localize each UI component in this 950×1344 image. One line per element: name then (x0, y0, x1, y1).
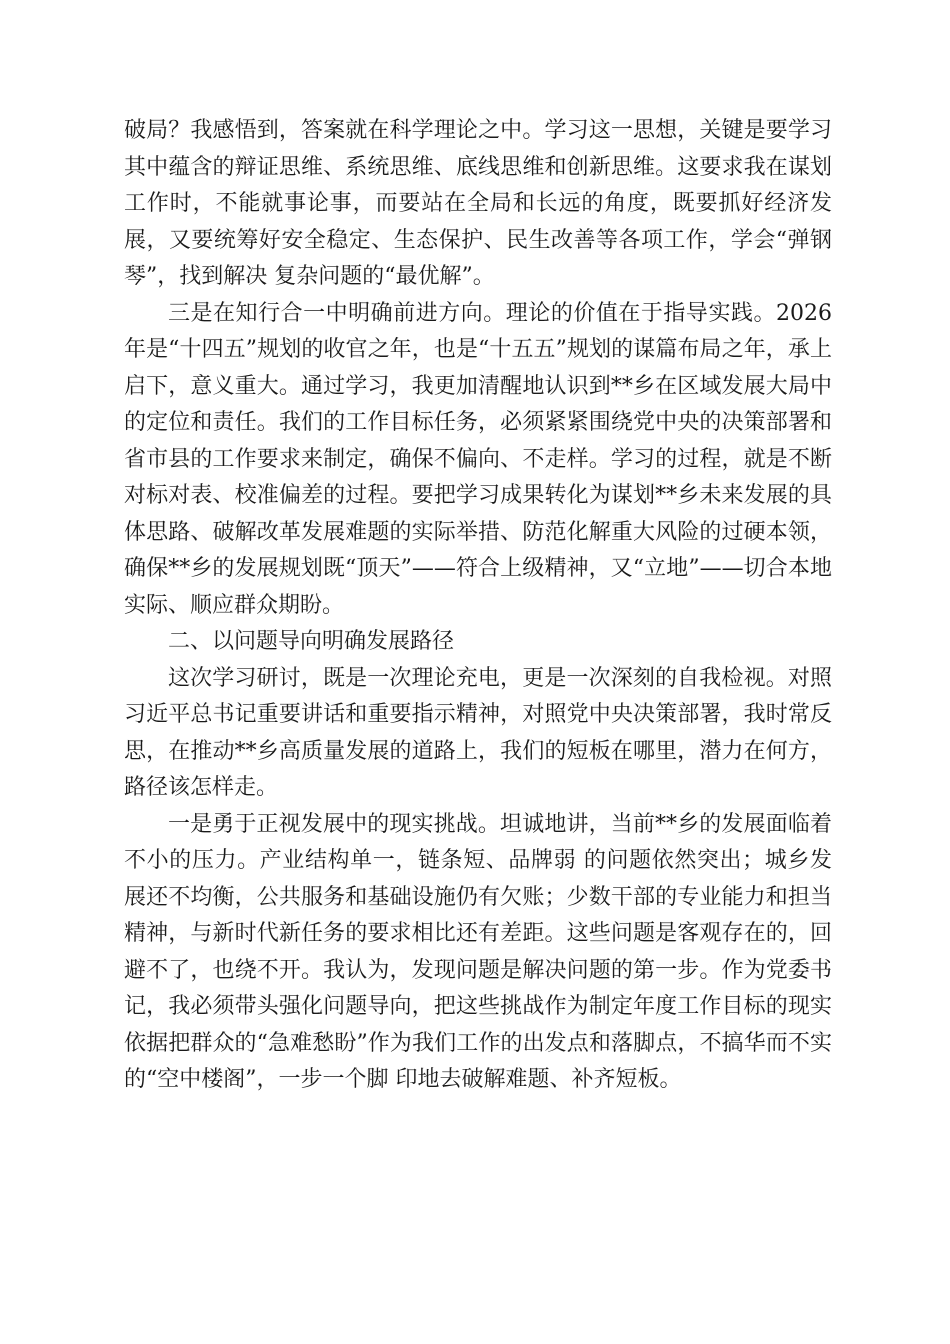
document-body (124, 113, 832, 1099)
paragraph-point-one: 一是勇于正视发展中的现实挑战。坦诚地讲，当前**乡的发展面临着不小的压力。产业结构单一，链条短、品牌弱 的问题依然突出；城乡发展还不均衡，公共服务和基础设施仍有欠账；少数干部的专业能力和担当精神，与新时代新任务的要求相比还有差距。这些问题是客观存在的，回避不了，也绕不开。我认为，发现问题是解决问题的第一步。作为党委书记，我必须带头强化问题导向，把这些挑战作为制定年度工作目标的现实依据把群众的“急难愁盼”作为我们工作的出发点和落脚点，不搞华而不实的“空中楼阁”，一步一个脚 印地去破解难题、补齐短板。 (124, 811, 832, 1092)
paragraph-section-intro: 这次学习研讨，既是一次理论充电，更是一次深刻的自我检视。对照习近平总书记重要讲话和重要指示精神，对照党中央决策部署，我时常反思，在推动**乡高质量发展的道路上，我们的短板在哪里，潜力在何方，路径该怎样走。 (124, 665, 832, 800)
paragraph-continuation: 破局？我感悟到，答案就在科学理论之中。学习这一思想，关键是要学习其中蕴含的辩证思维、系统思维、底线思维和创新思维。这要求我在谋划工作时，不能就事论事，而要站在全局和长远的角度，既要抓好经济发展，又要统筹好安全稳定、生态保护、民生改善等各项工作，学会“弹钢琴”，找到解决 复杂问题的“最优解”。 (124, 118, 832, 289)
paragraph-point-three: 三是在知行合一中明确前进方向。理论的价值在于指导实践。2026年是“十四五”规划的收官之年，也是“十五五”规划的谋篇布局之年，承上启下，意义重大。通过学习，我更加清醒地认识到**乡在区域发展大局中的定位和责任。我们的工作目标任务，必须紧紧围绕党中央的决策部署和省市县的工作要求来制定，确保不偏向、不走样。学习的过程，就是不断对标对表、校准偏差的过程。要把学习成果转化为谋划**乡未来发展的具体思路、破解改革发展难题的实际举措、防范化解重大风险的过硬本领，确保**乡的发展规划既“顶天”——符合上级精神，又“立地”——切合本地实际、顺应群众期盼。 (124, 300, 832, 618)
section-heading-two: 二、以问题导向明确发展路径 (168, 629, 455, 654)
